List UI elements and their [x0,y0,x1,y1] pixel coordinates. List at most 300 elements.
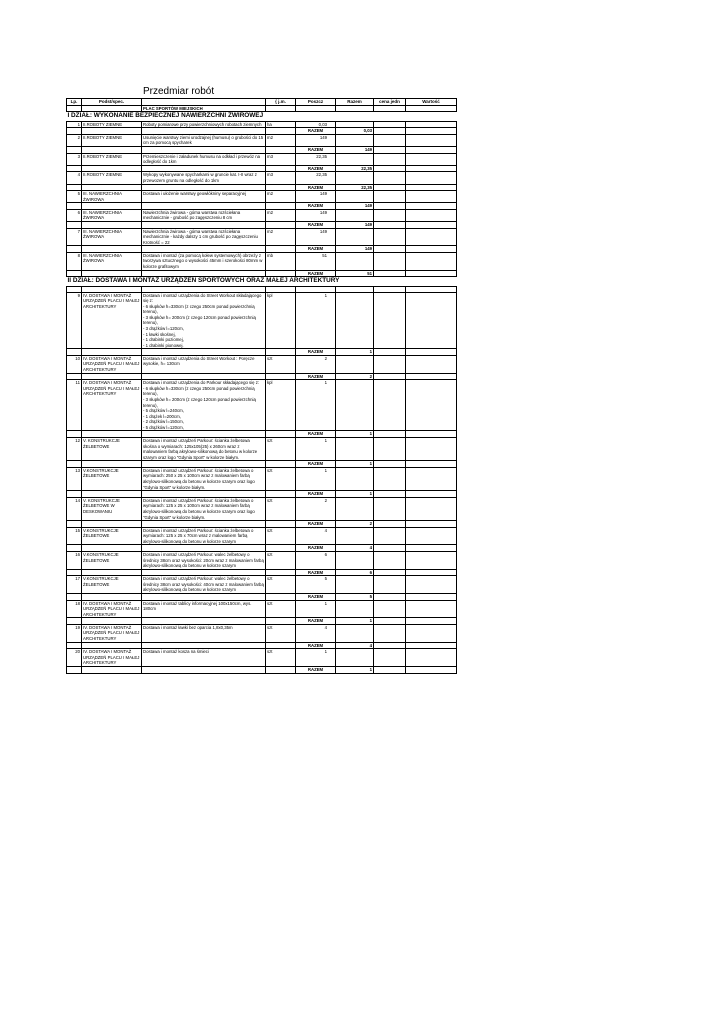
empty-cell [67,203,82,210]
item-unit: szt [266,600,296,618]
place-row [67,105,457,112]
item-description: Dostawa i montaż urządzeń Parkour: ścianka żelbetowa o wymiarach: 125 x 25 x 70cm wraz z malowaniem farbą akrylowo-silikonową do betonu w kolorze szarym [142,527,266,545]
empty-cell [336,467,374,490]
item-spec: IV. DOSTAWA I MONTAŻ URZĄDZEŃ PLACU I MAŁEJ ARCHITEKTURY [82,380,142,431]
item-number: 15 [67,527,82,545]
empty-cell [67,373,82,380]
empty-cell [142,618,266,625]
item-description: Dostawa i montaż tablicy informacyjnej 100x150cm, wys. 180cm [142,600,266,618]
item-quantity: 1 [296,649,336,667]
item-spec: II.ROBOTY ZIEMNE [82,172,142,184]
item-number: 12 [67,437,82,460]
empty-cell [336,527,374,545]
item-spec: IV. DOSTAWA I MONTAŻ URZĄDZEŃ PLACU I MAŁEJ ARCHITEKTURY [82,649,142,667]
page-title: Przedmiar robót [143,86,215,97]
empty-cell [406,527,457,545]
razem-label: RAZEM [296,618,336,625]
empty-cell [336,497,374,520]
item-unit: szt [266,467,296,490]
empty-cell [142,128,266,135]
empty-cell [336,380,374,431]
empty-cell [374,153,406,165]
item-unit: szt [266,551,296,569]
empty-cell [82,545,142,552]
razem-value: 0,03 [336,128,374,135]
item-spec: V.KONSTRUKCJE ŻELBETOWE [82,527,142,545]
empty-cell [374,128,406,135]
empty-cell [142,594,266,601]
item-unit: m3 [266,153,296,165]
table-row [67,649,457,667]
item-spec: V.KONSTRUKCJE ŻELBETOWE [82,576,142,594]
empty-cell [374,491,406,498]
empty-cell [374,545,406,552]
table-row [67,355,457,373]
empty-cell [374,355,406,373]
razem-row [67,491,457,498]
header-cell: Lp. [67,99,82,106]
empty-cell [142,349,266,356]
razem-label: RAZEM [296,521,336,528]
empty-cell [266,349,296,356]
item-spec: IV. DOSTAWA I MONTAŻ URZĄDZEŃ PLACU I MAŁEJ ARCHITEKTURY [82,292,142,349]
razem-value: 2 [336,373,374,380]
empty-cell [406,222,457,229]
empty-cell [266,165,296,172]
item-unit: szt [266,527,296,545]
empty-cell [406,184,457,191]
item-description: Dostawa i montaż urządzeń Parkour: walec żelbetowy o średnicy 38cm oraz wysokości: 40cm wraz z malowaniem farbą akrylowo-silikonową do betonu w kolorze szarym [143,576,264,593]
empty-cell [406,431,457,438]
empty-cell [296,105,336,112]
razem-row [67,165,457,172]
razem-value: 149 [336,246,374,253]
item-description: Dostawa i montaż urządzenia do Parkour składającego się z: - 6 słupków h=330cm (z czego 250cm ponad powierzchnią terenu), - 3 słupków h= 200cm (z czego 120cm ponad powierzchnią terenu), - 5 drążków l=240cm, - 1 drążek l=200cm, - 2 drążków l=150cm, - 5 drążków l=120cm, [142,380,266,431]
item-quantity: 149 [296,228,336,246]
empty-cell [82,349,142,356]
item-unit: m2 [266,191,296,203]
empty-cell [406,380,457,431]
item-spec: V.KONSTRUKCJE ŻELBETOWE [82,467,142,490]
empty-cell [142,184,266,191]
item-unit: kpl [266,292,296,349]
item-description: Dostawa i ułożenie warstwy geowłókniny separacyjnej [142,191,266,203]
header-cell: cena jedn [374,99,406,106]
item-spec: III. NAWIERZCHNIA ŻWIROWA [82,209,142,221]
item-quantity: 0,03 [296,121,336,128]
empty-cell [374,147,406,154]
item-description: Dostawa i montaż urządzeń Parkour: walec żelbetowy o średnicy 38cm oraz wysokości: 20cm wraz z malowaniem farbą akrylowo-silikonową do betonu w kolorze szarym [143,551,264,569]
empty-cell [374,527,406,545]
razem-row [67,203,457,210]
empty-cell [374,349,406,356]
empty-cell [374,134,406,146]
empty-cell [67,594,82,601]
empty-cell [406,355,457,373]
empty-cell [266,222,296,229]
empty-cell [406,165,457,172]
razem-row [67,431,457,438]
razem-value: 1 [336,491,374,498]
empty-cell [142,246,266,253]
empty-cell [406,105,457,112]
empty-cell [336,624,374,642]
empty-cell [67,491,82,498]
razem-value: 51 [336,270,374,277]
razem-row [67,594,457,601]
item-description: Dostawa i montaż urządzeń Parkour: ścianka żelbetowa skośna o wymiarach: 125x105(25) x 260cm wraz z malowaniem farbą akrylowo-silikonową do betonu w kolorze szarym oraz logo "Gdynia Sport" w kolorze białym. [142,437,266,460]
razem-row [67,184,457,191]
empty-cell [406,252,457,270]
razem-value: 22,35 [336,165,374,172]
item-number: 11 [67,380,82,431]
table-row [67,252,457,270]
empty-cell [266,491,296,498]
table-row [67,121,457,128]
empty-cell [336,355,374,373]
empty-cell [374,105,406,112]
razem-label: RAZEM [296,222,336,229]
empty-cell [266,203,296,210]
empty-cell [82,165,142,172]
empty-cell [406,618,457,625]
item-unit: szt [266,624,296,642]
empty-cell [266,184,296,191]
razem-value: 149 [336,147,374,154]
empty-cell [67,431,82,438]
razem-label: RAZEM [296,349,336,356]
razem-value: 1 [336,618,374,625]
empty-cell [82,431,142,438]
empty-cell [82,521,142,528]
empty-cell [406,642,457,649]
razem-label: RAZEM [296,569,336,576]
item-unit: szt [266,355,296,373]
item-number: 4 [67,172,82,184]
table-row [67,551,457,569]
empty-cell [374,270,406,277]
empty-cell [266,270,296,277]
empty-cell [406,461,457,468]
item-description: Dostawa i montaż urządzenia do Street Workout składającego się z: - 6 słupków h=330cm (z czego 250cm ponad powierzchnią terenu), - 3 słupków h= 200cm (z czego 120cm ponad powierzchnią terenu), - 3 drążków l=120cm, - 1 ławki skośnej, - 1 drabinki poziomej, - 1 drabinki pionowej. [142,292,266,349]
section-title: I DZIAŁ: WYKONANIE BEZPIECZNEJ NAWIERZCHNI ŻWIROWEJ [67,112,264,120]
empty-cell [374,121,406,128]
empty-cell [374,576,406,594]
empty-cell [406,153,457,165]
empty-cell [336,252,374,270]
header-cell: Wartość [406,99,457,106]
razem-label: RAZEM [296,246,336,253]
section-title-row [67,112,457,121]
razem-row [67,642,457,649]
item-spec: II.ROBOTY ZIEMNE [82,153,142,165]
empty-cell [374,165,406,172]
empty-cell [82,270,142,277]
empty-cell [336,191,374,203]
item-description: Dostawa i montaż urządzeń Parkour: ścianka żelbetowa o wymiarach: 125 x 25 x 100cm wraz z malowaniem farbą akrylowo-silikonową do betonu w kolorze szarym oraz logo "Gdynia Sport" w kolorze białym. [142,497,266,520]
table-row [67,209,457,221]
empty-cell [336,576,374,594]
empty-cell [266,666,296,673]
empty-cell [406,624,457,642]
estimate-table [66,98,457,674]
razem-row [67,569,457,576]
place-label: PLAC SPORTÓW MIEJSKICH [142,105,266,112]
item-quantity: 22,35 [296,153,336,165]
empty-cell [82,594,142,601]
empty-cell [336,649,374,667]
empty-cell [374,649,406,667]
empty-cell [67,222,82,229]
empty-cell [142,270,266,277]
empty-cell [82,461,142,468]
item-description: Wykopy wykonywane spycharkami w gruncie kat. I-II wraz z przewozem gruntu na odległość do 1km [142,172,266,184]
item-quantity: 51 [296,252,336,270]
empty-cell [406,270,457,277]
empty-cell [336,228,374,246]
empty-cell [406,437,457,460]
item-spec: V. KONSTRUKCJE ŻELBETOWE [82,437,142,460]
item-description: Roboty pomiarowe przy powierzchniowych robotach ziemnych [142,121,266,128]
razem-label: RAZEM [296,666,336,673]
empty-cell [406,545,457,552]
item-quantity: 149 [296,209,336,221]
empty-cell [406,209,457,221]
razem-row [67,246,457,253]
item-quantity: 2 [296,355,336,373]
item-number: 16 [67,551,82,569]
empty-cell [406,649,457,667]
empty-cell [67,184,82,191]
empty-cell [374,624,406,642]
empty-cell [406,134,457,146]
empty-cell [374,191,406,203]
empty-cell [142,373,266,380]
table-row [67,467,457,490]
empty-cell [406,600,457,618]
item-quantity: 149 [296,134,336,146]
empty-cell [142,431,266,438]
empty-cell [82,618,142,625]
razem-value: 1 [336,349,374,356]
empty-cell [266,373,296,380]
empty-cell [406,521,457,528]
empty-cell [406,373,457,380]
item-quantity: 2 [296,497,336,520]
empty-cell [266,642,296,649]
item-quantity: 5 [296,576,336,594]
razem-row [67,128,457,135]
empty-cell [406,569,457,576]
empty-cell [406,491,457,498]
empty-cell [82,569,142,576]
empty-cell [406,246,457,253]
empty-cell [406,191,457,203]
item-number: 20 [67,649,82,667]
item-spec: III. NAWIERZCHNIA ŻWIROWA [82,228,142,246]
empty-cell [406,551,457,569]
empty-cell [374,172,406,184]
razem-row [67,373,457,380]
section-title: II DZIAŁ: DOSTAWA I MONTAŻ URZĄDZEŃ SPORTOWYCH ORAZ MAŁEJ ARCHITEKTURY [67,277,340,285]
razem-label: RAZEM [296,270,336,277]
empty-cell [142,569,266,576]
empty-cell [406,349,457,356]
razem-row [67,349,457,356]
table-row [67,153,457,165]
empty-cell [67,666,82,673]
empty-cell [336,551,374,569]
razem-value: 4 [336,642,374,649]
empty-cell [82,642,142,649]
razem-label: RAZEM [296,461,336,468]
item-number: 5 [67,191,82,203]
empty-cell [374,600,406,618]
header-cell: Podst/spec. [82,99,142,106]
razem-row [67,147,457,154]
razem-row [67,270,457,277]
item-spec: IV. DOSTAWA I MONTAŻ URZĄDZEŃ PLACU I MAŁEJ ARCHITEKTURY [82,600,142,618]
header-cell: Poszcz [296,99,336,106]
razem-label: RAZEM [296,545,336,552]
empty-cell [142,545,266,552]
empty-cell [67,270,82,277]
empty-cell [142,642,266,649]
empty-cell [374,642,406,649]
item-description: Dostawa i montaż urządzenia do Street Workout : Poręcze wysokie, h= 130cm [142,355,266,373]
item-quantity: 6 [296,551,336,569]
empty-cell [67,545,82,552]
razem-label: RAZEM [296,147,336,154]
table-row [67,191,457,203]
empty-cell [374,551,406,569]
empty-cell [82,373,142,380]
empty-cell [336,172,374,184]
empty-cell [67,165,82,172]
empty-cell [142,165,266,172]
item-description: Przemieszczenie i załadunek humusu na odkład i przewóz na odległość do 1km [142,153,266,165]
table-row [67,134,457,146]
table-row [67,527,457,545]
empty-cell [336,105,374,112]
empty-cell [374,467,406,490]
razem-value: 149 [336,222,374,229]
empty-cell [266,431,296,438]
empty-cell [406,203,457,210]
empty-cell [82,128,142,135]
razem-value: 4 [336,545,374,552]
item-unit: ha [266,121,296,128]
empty-cell [266,569,296,576]
item-number: 3 [67,153,82,165]
razem-value: 22,35 [336,184,374,191]
section-title-row [67,277,457,286]
item-quantity: 4 [296,527,336,545]
item-unit: szt [266,576,296,594]
empty-cell [374,380,406,431]
empty-cell [406,467,457,490]
table-row [67,380,457,431]
item-spec: III. NAWIERZCHNIA ŻWIROWA [82,191,142,203]
item-unit: szt [266,497,296,520]
item-description: Dostawa i montaż urządzeń Parkour: ścianka żelbetowa o wymiarach: 250 x 25 x 100cm wraz z malowaniem farbą akrylowo-silikonową do betonu w kolorze szarym oraz logo "Gdynia Sport" w kolorze białym. [142,467,266,490]
empty-cell [266,618,296,625]
empty-cell [142,491,266,498]
empty-cell [142,521,266,528]
empty-cell [336,209,374,221]
empty-cell [374,437,406,460]
item-number: 10 [67,355,82,373]
item-number: 7 [67,228,82,246]
empty-cell [67,147,82,154]
item-number: 8 [67,252,82,270]
item-unit: szt [266,437,296,460]
empty-cell [374,594,406,601]
empty-cell [374,228,406,246]
empty-cell [266,461,296,468]
item-spec: IV. DOSTAWA I MONTAŻ URZĄDZEŃ PLACU I MAŁEJ ARCHITEKTURY [82,355,142,373]
item-unit: szt [266,649,296,667]
empty-cell [266,594,296,601]
empty-cell [406,228,457,246]
razem-label: RAZEM [296,203,336,210]
razem-value: 149 [336,203,374,210]
razem-value: 1 [336,461,374,468]
item-quantity: 149 [296,191,336,203]
item-number: 13 [67,467,82,490]
table-row [67,576,457,594]
empty-cell [142,147,266,154]
table-row [67,437,457,460]
empty-cell [406,147,457,154]
razem-row [67,618,457,625]
empty-cell [266,128,296,135]
empty-cell [336,600,374,618]
empty-cell [406,292,457,349]
empty-cell [82,666,142,673]
empty-cell [374,209,406,221]
empty-cell [374,246,406,253]
item-quantity: 1 [296,380,336,431]
empty-cell [142,203,266,210]
item-description: Nawierzchnia żwirowa - górna warstwa rozściełana mechanicznie - każdy dalszy 1 cm grubość po zagęszczeniu Krotność = 22 [142,228,266,246]
empty-cell [67,569,82,576]
item-description: Nawierzchnia żwirowa - górna warstwa rozściełana mechanicznie - grubość po zagęszczeniu 8 cm [142,209,266,221]
table-row [67,172,457,184]
empty-cell [67,246,82,253]
empty-cell [336,153,374,165]
empty-cell [374,252,406,270]
empty-cell [82,203,142,210]
item-description: Dostawa i montaż ławki bez oparcia 1,8x0,35m [142,624,266,642]
table-row [67,497,457,520]
empty-cell [374,497,406,520]
razem-label: RAZEM [296,491,336,498]
item-description: Dostawa i montaż kosza na śmieci [142,649,266,667]
header-cell: { j.m. [266,99,296,106]
razem-label: RAZEM [296,184,336,191]
item-quantity: 1 [296,292,336,349]
empty-cell [82,222,142,229]
empty-cell [82,491,142,498]
table-row [67,624,457,642]
empty-cell [82,105,142,112]
item-spec: II.ROBOTY ZIEMNE [82,134,142,146]
item-spec: II.ROBOTY ZIEMNE [82,121,142,128]
item-quantity: 1 [296,600,336,618]
item-unit: kpl [266,380,296,431]
item-unit: m2 [266,228,296,246]
